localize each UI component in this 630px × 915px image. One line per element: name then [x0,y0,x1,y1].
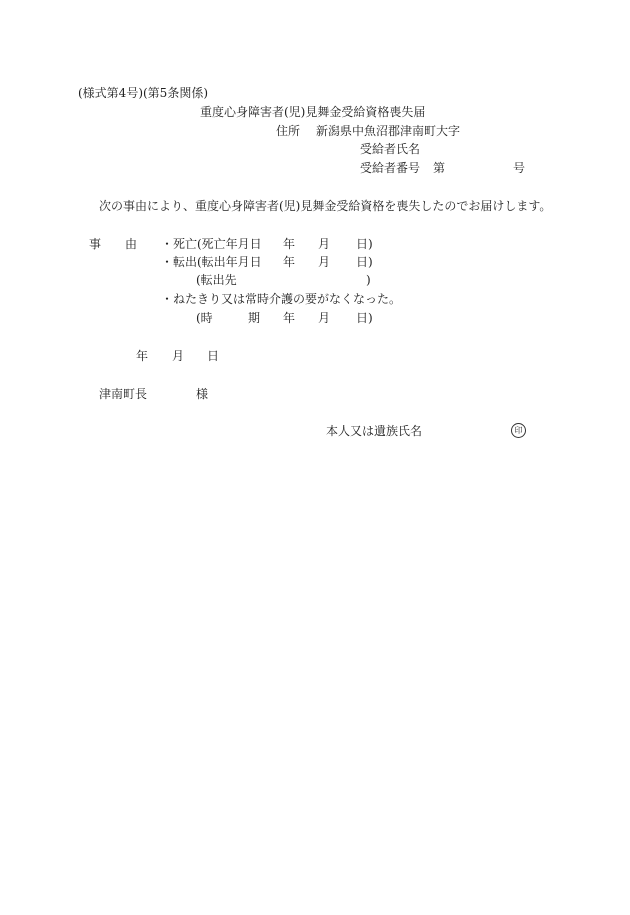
recipient-name-label: 受給者氏名 [360,142,421,156]
moveout-line: ・転出(転出年月日 [161,255,262,269]
bedridden-time-1: (時 [196,311,213,325]
reason-label-1: 事 [89,237,102,251]
signature-label: 本人又は遺族氏名 [326,424,423,438]
recipient-number-suffix: 号 [513,161,526,175]
death-month: 月 [318,237,331,251]
address-label: 住所 [276,124,301,138]
death-day: 日) [356,237,373,251]
seal-mark: 印 [511,423,526,438]
moveout-year: 年 [283,255,296,269]
bedridden-time-2: 期 [248,311,261,325]
death-year: 年 [283,237,296,251]
death-line: ・死亡(死亡年月日 [161,237,262,251]
addressee-mayor: 津南町長 [99,387,148,401]
date-month: 月 [172,349,185,363]
addressee-honorific: 様 [196,387,209,401]
recipient-number-prefix: 第 [433,161,446,175]
moveout-day: 日) [356,255,373,269]
bedridden-month: 月 [318,311,331,325]
moveout-destination: (転出先 [196,273,237,287]
recipient-number-label: 受給者番号 [360,161,421,175]
bedridden-year: 年 [283,311,296,325]
form-number: (様式第4号)(第5条関係) [78,86,208,100]
date-year: 年 [136,349,149,363]
reason-label-2: 由 [125,237,138,251]
moveout-month: 月 [318,255,331,269]
bedridden-line: ・ねたきり又は常時介護の要がなくなった。 [161,292,402,306]
date-day: 日 [207,349,220,363]
address-value: 新潟県中魚沼郡津南町大字 [316,124,461,138]
statement: 次の事由により、重度心身障害者(児)見舞金受給資格を喪失したのでお届けします。 [99,199,552,213]
moveout-destination-close: ) [366,273,371,287]
form-title: 重度心身障害者(児)見舞金受給資格喪失届 [200,105,426,119]
bedridden-day: 日) [356,311,373,325]
